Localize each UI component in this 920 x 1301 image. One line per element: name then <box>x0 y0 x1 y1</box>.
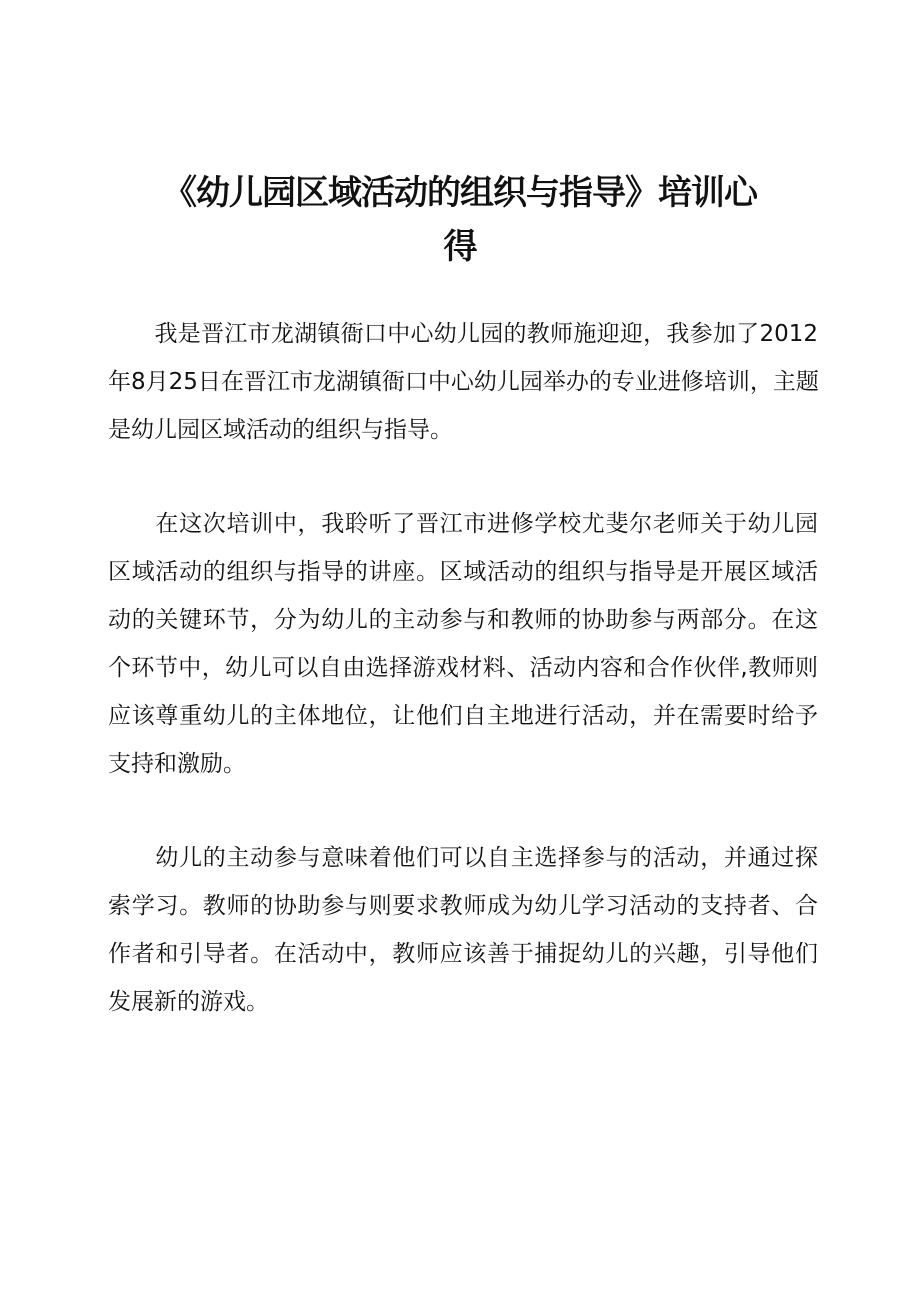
paragraph-line: 区域活动的组织与指导的讲座。区域活动的组织与指导是开展区域活 <box>108 559 818 585</box>
paragraph-line: 应该尊重幼儿的主体地位，让他们自主地进行活动，并在需要时给予 <box>108 703 818 729</box>
paragraph-line: 作者和引导者。在活动中，教师应该善于捕捉幼儿的兴趣，引导他们 <box>108 941 818 967</box>
paragraph-line: 我是晋江市龙湖镇衙口中心幼儿园的教师施迎迎，我参加了2012 <box>108 321 818 347</box>
paragraph-intro <box>108 310 818 454</box>
paragraph-line: 索学习。教师的协助参与则要求教师成为幼儿学习活动的支持者、合 <box>108 893 818 919</box>
paragraph-line: 年8月25日在晋江市龙湖镇衙口中心幼儿园举办的专业进修培训，主题 <box>108 369 819 395</box>
paragraph-line: 在这次培训中，我聆听了晋江市进修学校尤斐尔老师关于幼儿园 <box>108 511 818 537</box>
paragraph-line: 动的关键环节，分为幼儿的主动参与和教师的协助参与两部分。在这 <box>108 607 818 633</box>
paragraph-line: 是幼儿园区域活动的组织与指导。 <box>108 417 453 443</box>
document-title <box>110 166 810 274</box>
title-line: 得 <box>443 227 477 267</box>
paragraph-line: 个环节中，幼儿可以自由选择游戏材料、活动内容和合作伙伴,教师则 <box>108 655 818 681</box>
paragraph-line: 支持和激励。 <box>108 751 246 777</box>
title-line: 《幼儿园区域活动的组织与指导》培训心 <box>163 173 757 213</box>
paragraph-line: 幼儿的主动参与意味着他们可以自主选择参与的活动，并通过探 <box>108 845 818 871</box>
paragraph-training <box>108 500 818 788</box>
paragraph-line: 发展新的游戏。 <box>108 989 269 1015</box>
paragraph-participation <box>108 834 818 1026</box>
